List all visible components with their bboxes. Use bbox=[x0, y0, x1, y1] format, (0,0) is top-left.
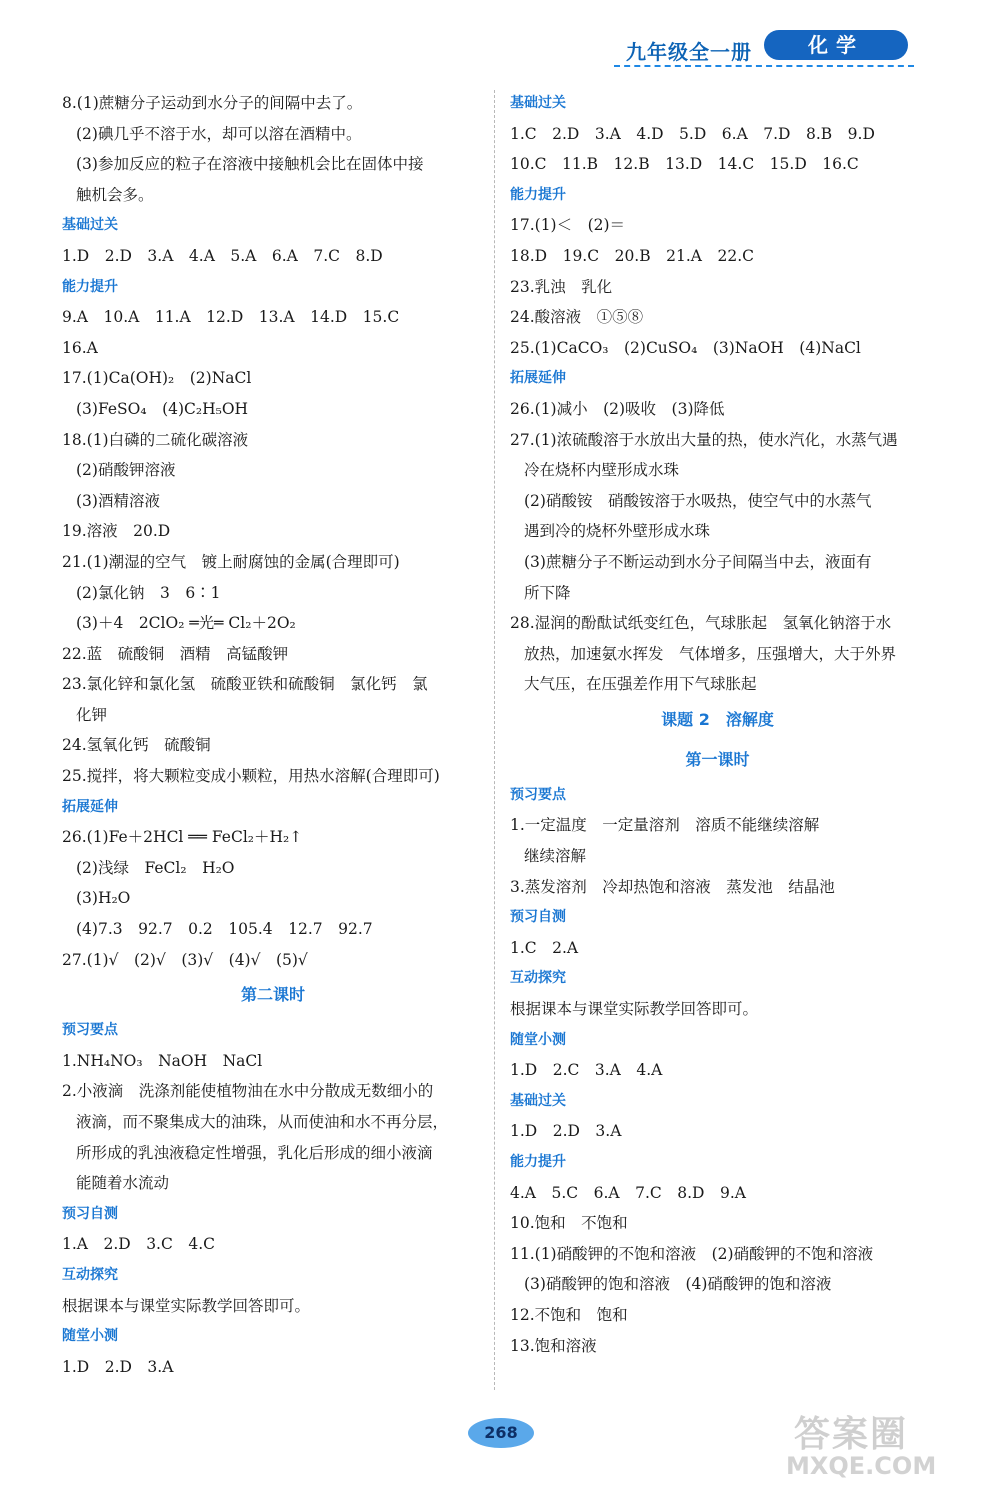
section-heading: 能力提升 bbox=[510, 186, 566, 203]
answer-line: 10.C 11.B 12.B 13.D 14.C 15.D 16.C bbox=[510, 155, 859, 174]
section-heading: 拓展延伸 bbox=[62, 798, 118, 815]
watermark-title: 答案圈 bbox=[794, 1414, 909, 1455]
answer-line: 23.乳浊 乳化 bbox=[510, 277, 613, 296]
answer-line: 遇到冷的烧杯外壁形成水珠 bbox=[524, 522, 711, 541]
answer-line: 28.湿润的酚酞试纸变红色，气球胀起 氢氧化钠溶于水 bbox=[510, 614, 892, 633]
column-divider bbox=[494, 90, 495, 1390]
answer-line: 26.(1)减小 (2)吸收 (3)降低 bbox=[510, 399, 725, 418]
grade-label: 九年级全一册 bbox=[626, 40, 752, 64]
answer-line: (2)硝酸铵 硝酸铵溶于水吸热，使空气中的水蒸气 bbox=[524, 491, 872, 510]
answer-line: 所下降 bbox=[524, 583, 571, 602]
answer-line: 18.(1)白磷的二硫化碳溶液 bbox=[62, 430, 249, 449]
answer-line: 18.D 19.C 20.B 21.A 22.C bbox=[510, 246, 754, 265]
section-heading: 能力提升 bbox=[62, 278, 118, 295]
answer-line: 触机会多。 bbox=[76, 185, 154, 204]
header-divider bbox=[614, 65, 914, 67]
answer-line: (3)＋4 2ClO₂ ═光═ Cl₂＋2O₂ bbox=[76, 614, 296, 633]
answer-line: 1.D 2.D 3.A bbox=[62, 1357, 174, 1376]
answer-line: (2)氯化钠 3 6∶1 bbox=[76, 583, 221, 602]
answer-line: 3.蒸发溶剂 冷却热饱和溶液 蒸发池 结晶池 bbox=[510, 877, 835, 896]
answer-line: 1.一定温度 一定量溶剂 溶质不能继续溶解 bbox=[510, 816, 820, 835]
section-heading: 基础过关 bbox=[510, 95, 566, 111]
answer-line: 根据课本与课堂实际教学回答即可。 bbox=[510, 1000, 759, 1019]
answer-line: 继续溶解 bbox=[524, 847, 587, 866]
answer-line: 大气压，在压强差作用下气球胀起 bbox=[524, 675, 757, 694]
section-heading: 预习自测 bbox=[62, 1205, 118, 1222]
answer-line: (3)H₂O bbox=[76, 889, 131, 908]
section-heading: 预习要点 bbox=[62, 1022, 118, 1039]
answer-line: 1.A 2.D 3.C 4.C bbox=[62, 1235, 215, 1254]
answer-line: (3)酒精溶液 bbox=[76, 491, 160, 510]
answer-line: 21.(1)潮湿的空气 镀上耐腐蚀的金属(合理即可) bbox=[62, 552, 400, 571]
answer-line: 根据课本与课堂实际教学回答即可。 bbox=[62, 1296, 311, 1315]
subject-badge: 化学 bbox=[764, 30, 908, 60]
answer-line: 13.饱和溶液 bbox=[510, 1336, 597, 1355]
answer-line: 2.小液滴 洗涤剂能使植物油在水中分散成无数细小的 bbox=[62, 1082, 434, 1101]
answer-line: 放热，加速氨水挥发 气体增多，压强增大，大于外界 bbox=[524, 644, 897, 663]
answer-line: 25.(1)CaCO₃ (2)CuSO₄ (3)NaOH (4)NaCl bbox=[510, 338, 861, 357]
section-heading: 随堂小测 bbox=[510, 1031, 566, 1048]
answer-line: (3)蔗糖分子不断运动到水分子间隔当中去，液面有 bbox=[524, 552, 872, 571]
answer-line: 1.D 2.D 3.A bbox=[510, 1122, 622, 1141]
section-heading: 互动探究 bbox=[510, 970, 566, 987]
answer-line: (2)硝酸钾溶液 bbox=[76, 461, 176, 480]
answer-line: 22.蓝 硫酸铜 酒精 高锰酸钾 bbox=[62, 644, 289, 663]
answer-line: 24.酸溶液 ①⑤⑧ bbox=[510, 308, 644, 327]
section-heading: 互动探究 bbox=[62, 1266, 118, 1283]
section-heading: 预习要点 bbox=[510, 786, 566, 803]
section-heading: 预习自测 bbox=[510, 909, 566, 926]
answer-line: 10.饱和 不饱和 bbox=[510, 1214, 628, 1233]
answer-line: 19.溶液 20.D bbox=[62, 522, 171, 541]
answer-line: 8.(1)蔗糖分子运动到水分子的间隔中去了。 bbox=[62, 94, 363, 112]
answer-line: 23.氯化锌和氯化氢 硫酸亚铁和硫酸铜 氯化钙 氯 bbox=[62, 675, 428, 694]
answer-line: 25.搅拌，将大颗粒变成小颗粒，用热水溶解(合理即可) bbox=[62, 767, 440, 786]
answer-line: (3)参加反应的粒子在溶液中接触机会比在固体中接 bbox=[76, 155, 424, 174]
answer-line: (4)7.3 92.7 0.2 105.4 12.7 92.7 bbox=[76, 920, 373, 939]
answer-line: 17.(1)＜ (2)＝ bbox=[510, 216, 626, 235]
answer-line: 液滴，而不聚集成大的油珠，从而使油和水不再分层， bbox=[76, 1113, 449, 1131]
watermark-logo bbox=[786, 1406, 991, 1486]
lesson-title: 课题 2 溶解度 bbox=[661, 709, 774, 729]
lesson-title: 第二课时 bbox=[240, 985, 305, 1005]
answer-line: 16.A bbox=[62, 338, 98, 357]
answer-line: (3)硝酸钾的饱和溶液 (4)硝酸钾的饱和溶液 bbox=[524, 1275, 832, 1294]
answer-line: 17.(1)Ca(OH)₂ (2)NaCl bbox=[62, 369, 252, 388]
answer-line: 1.C 2.A bbox=[510, 938, 579, 957]
answer-line: 1.D 2.D 3.A 4.A 5.A 6.A 7.C 8.D bbox=[62, 246, 383, 265]
answer-line: 27.(1)浓硫酸溶于水放出大量的热，使水汽化，水蒸气遇 bbox=[510, 430, 898, 449]
page-number: 268 bbox=[468, 1418, 534, 1448]
left-column bbox=[62, 88, 484, 1382]
section-heading: 随堂小测 bbox=[62, 1328, 118, 1345]
answer-line: 冷在烧杯内壁形成水珠 bbox=[524, 461, 680, 480]
section-heading: 拓展延伸 bbox=[510, 370, 566, 387]
answer-line: 1.D 2.C 3.A 4.A bbox=[510, 1061, 663, 1080]
answer-line: 化钾 bbox=[76, 705, 108, 724]
answer-line: 能随着水流动 bbox=[76, 1174, 170, 1193]
right-column bbox=[510, 88, 925, 1361]
answer-line: (3)FeSO₄ (4)C₂H₅OH bbox=[76, 399, 249, 418]
answer-line: 4.A 5.C 6.A 7.C 8.D 9.A bbox=[510, 1183, 746, 1202]
answer-line: 26.(1)Fe＋2HCl ══ FeCl₂＋H₂↑ bbox=[62, 828, 303, 847]
answer-line: (2)浅绿 FeCl₂ H₂O bbox=[76, 858, 235, 877]
answer-line: 所形成的乳浊液稳定性增强，乳化后形成的细小液滴 bbox=[76, 1143, 433, 1162]
page-header bbox=[614, 28, 914, 72]
watermark-url: MXQE.COM bbox=[786, 1452, 937, 1480]
answer-line: 11.(1)硝酸钾的不饱和溶液 (2)硝酸钾的不饱和溶液 bbox=[510, 1244, 874, 1263]
section-heading: 能力提升 bbox=[510, 1154, 566, 1170]
section-heading: 基础过关 bbox=[510, 1092, 566, 1109]
section-heading: 基础过关 bbox=[62, 217, 118, 234]
answer-line: 12.不饱和 饱和 bbox=[510, 1305, 628, 1324]
lesson-title: 第一课时 bbox=[685, 749, 750, 769]
answer-line: (2)碘几乎不溶于水，却可以溶在酒精中。 bbox=[76, 124, 362, 143]
answer-line: 1.C 2.D 3.A 4.D 5.D 6.A 7.D 8.B 9.D bbox=[510, 124, 875, 143]
answer-line: 24.氢氧化钙 硫酸铜 bbox=[62, 736, 211, 755]
answer-line: 1.NH₄NO₃ NaOH NaCl bbox=[62, 1051, 263, 1070]
answer-line: 9.A 10.A 11.A 12.D 13.A 14.D 15.C bbox=[62, 308, 400, 327]
answer-line: 27.(1)√ (2)√ (3)√ (4)√ (5)√ bbox=[62, 950, 308, 969]
